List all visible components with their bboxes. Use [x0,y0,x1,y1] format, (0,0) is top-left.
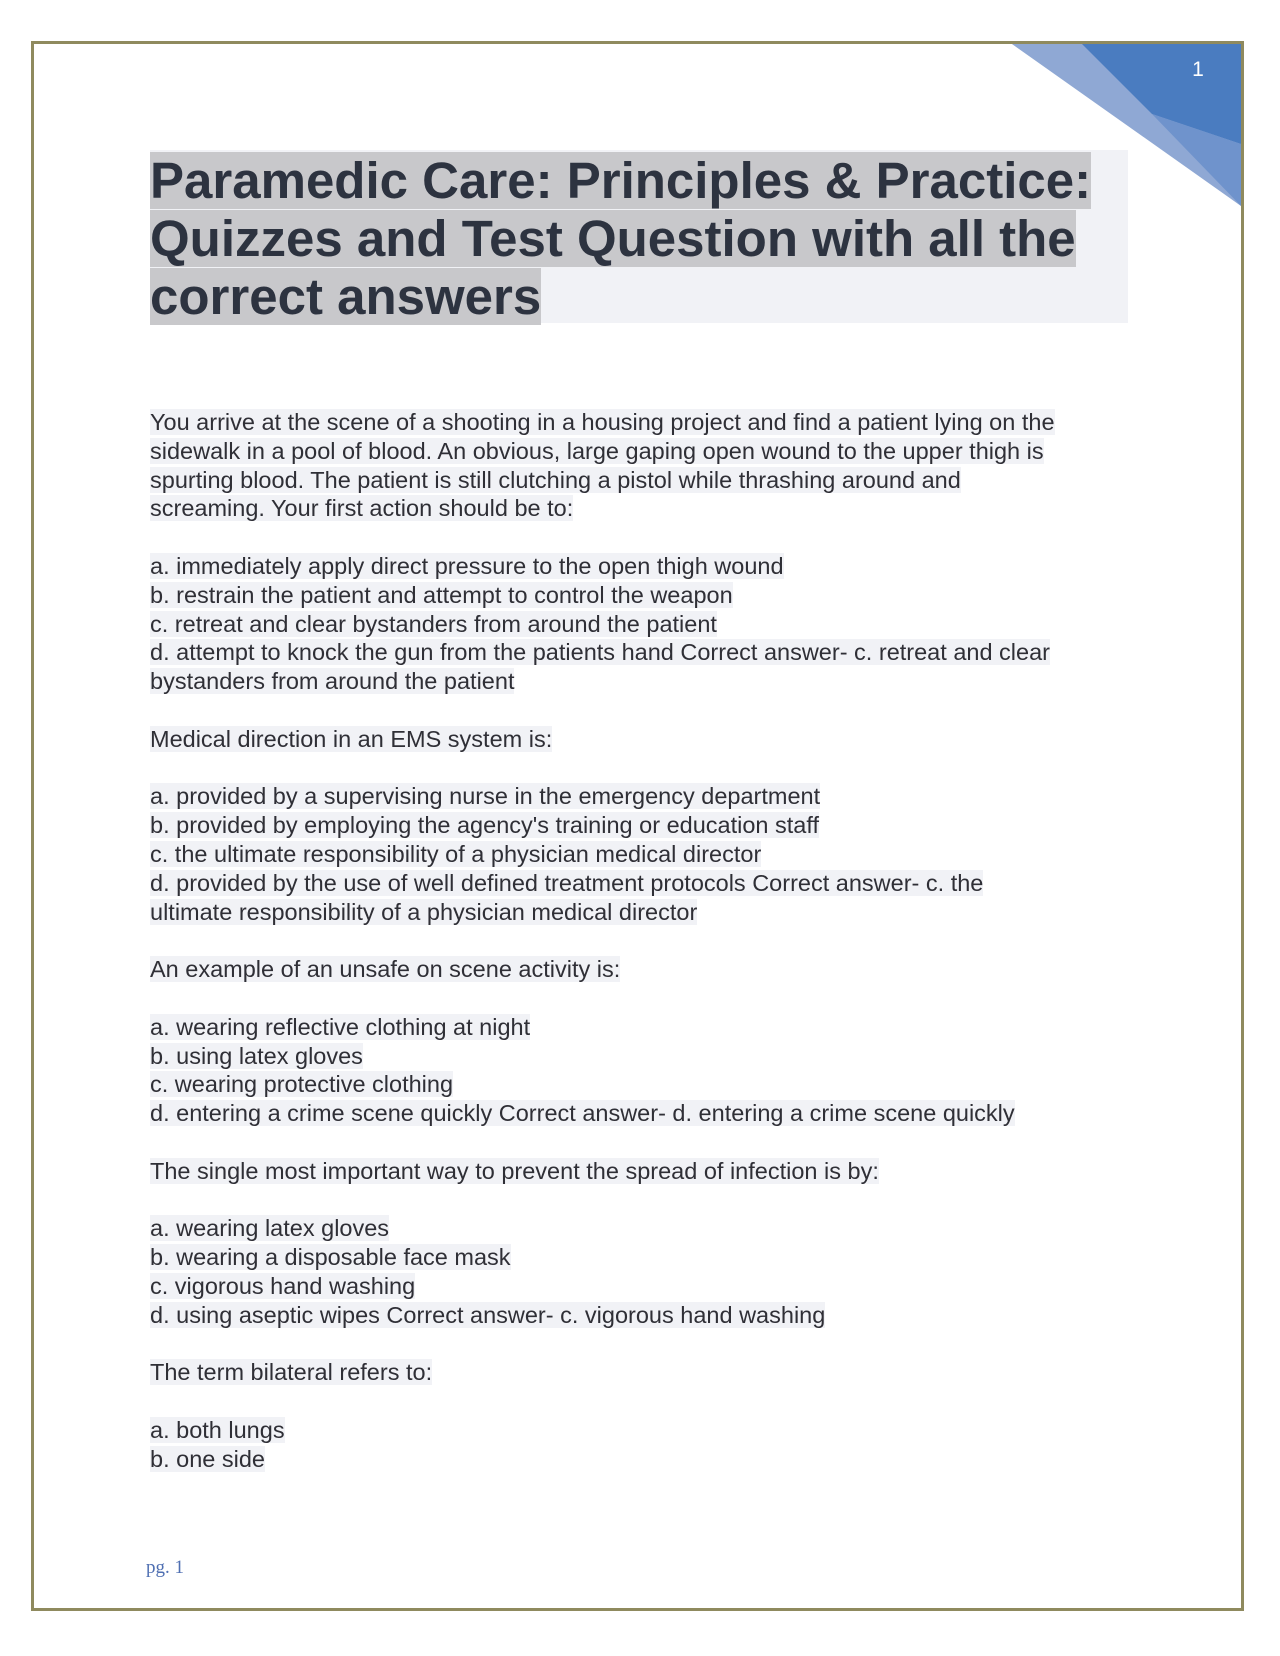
question-3-option: c. wearing protective clothing [150,1071,454,1098]
question-3-option: a. wearing reflective clothing at night [150,1013,531,1040]
title-line-2: Quizzes and Test Question with all the [150,210,1076,267]
question-4-option: d. using aseptic wipes Correct answer- c. vigorous hand washing [150,1301,826,1328]
question-2 [150,725,1130,927]
question-1-option: bystanders from around the patient [150,668,515,695]
question-4-option: b. wearing a disposable face mask [150,1244,511,1271]
question-1-option: a. immediately apply direct pressure to the open thigh wound [150,552,784,579]
question-5-text-line: The term bilateral refers to: [150,1359,433,1386]
question-2-option: c. the ultimate responsibility of a physician medical director [150,840,762,867]
question-1-text-line: sidewalk in a pool of blood. An obvious, large gaping open wound to the upper thigh is [150,437,1044,464]
question-1-text-line: spurting blood. The patient is still clutching a pistol while thrashing around and [150,466,961,493]
question-1-option: b. restrain the patient and attempt to control the weapon [150,581,733,608]
question-4-option: a. wearing latex gloves [150,1215,390,1242]
question-2-text-line: Medical direction in an EMS system is: [150,725,553,752]
question-2-option: b. provided by employing the agency's training or education staff [150,812,819,839]
page-number: 1 [1192,58,1204,81]
question-5 [150,1358,1130,1473]
title-block [150,150,1128,323]
title-line-1: Paramedic Care: Principles & Practice: [150,152,1092,209]
question-4-text-line: The single most important way to prevent the spread of infection is by: [150,1157,879,1184]
question-3-option: b. using latex gloves [150,1042,363,1069]
question-3-text-line: An example of an unsafe on scene activity is: [150,956,621,983]
question-1-text-line: screaming. Your first action should be to: [150,495,574,522]
question-1 [150,408,1130,696]
document-title [150,150,1128,326]
question-5-option: b. one side [150,1445,265,1472]
question-2-option: a. provided by a supervising nurse in the emergency department [150,783,821,810]
footer-page-label: pg. 1 [146,1557,184,1578]
question-3 [150,955,1130,1128]
question-3-option: d. entering a crime scene quickly Correct answer- d. entering a crime scene quickly [150,1100,1015,1127]
quiz-content [150,408,1130,1473]
question-2-option: d. provided by the use of well defined treatment protocols Correct answer- c. the [150,869,984,896]
question-2-option: ultimate responsibility of a physician medical director [150,898,698,925]
question-1-option: d. attempt to knock the gun from the patients hand Correct answer- c. retreat and clear [150,639,1050,666]
question-1-option: c. retreat and clear bystanders from around the patient [150,610,717,637]
title-line-3: correct answers [150,268,542,325]
question-1-text-line: You arrive at the scene of a shooting in a housing project and find a patient lying on the [150,409,1055,435]
question-4-option: c. vigorous hand washing [150,1272,416,1299]
question-5-option: a. both lungs [150,1416,285,1443]
question-4 [150,1157,1130,1330]
